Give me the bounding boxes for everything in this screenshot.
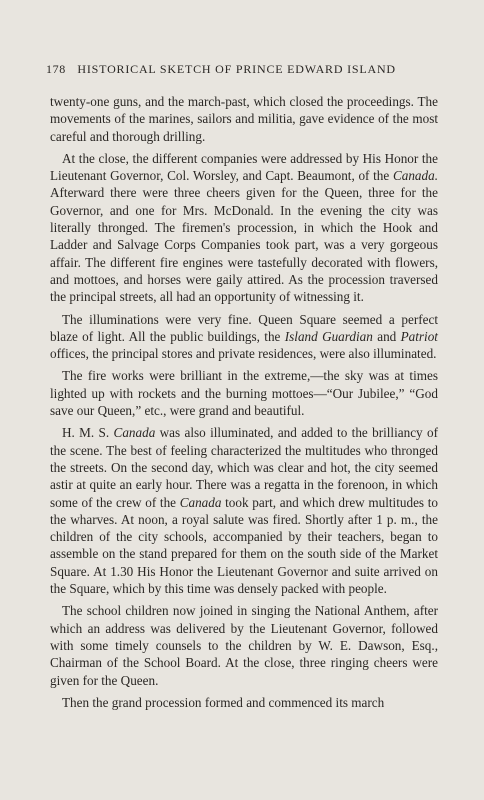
paragraph-1: twenty-one guns, and the march-past, which closed the proceedings. The movements of the marines, sailors and militia, gave evidence of the most careful and thorough drilling.	[50, 94, 438, 144]
paragraph-7: Then the grand procession formed and commenced its march	[62, 694, 385, 710]
running-title: HISTORICAL SKETCH OF PRINCE EDWARD ISLAND	[77, 62, 396, 76]
paragraph-4: The fire works were brilliant in the extreme,—the sky was at times lighted up with rockets and the burning mottoes—“Our Jubilee,” “God save our Queen,” etc., were grand and beautiful.	[50, 368, 438, 419]
newspaper-name: Patriot	[400, 328, 438, 344]
newspaper-name: Island Guardian	[284, 328, 373, 344]
paragraph-3: The illuminations were very fine. Queen Square seemed a perfect blaze of light. All the public buildings, the Island Guardian and Patriot offices, the principal stores and private residences, were also illuminated.	[50, 311, 438, 362]
running-header	[46, 62, 438, 82]
paragraph-5: H. M. S. Canada was also illuminated, and added to the brilliancy of the scene. The best of feeling characterized the multitudes who thronged the streets. On the second day, which was clear and hot, the city seemed astir at quite an early hour. There was a regatta in the forenoon, in which some of the crew of the Canada took part, and which drew multitudes to the wharves. At noon, a royal salute was fired. Shortly after 1 p. m., the children of the city schools, accompanied by their teachers, began to assemble on the stand prepared for them on the south side of the Market Square. At 1.30 His Honor the Lieutenant Governor and suite arrived on the Square, which by this time was densely packed with people.	[50, 425, 438, 597]
paragraph-6: The school children now joined in singing the National Anthem, after which an address was delivered by the Lieutenant Governor, followed with some timely counsels to the children by W. E. Dawson, Esq., Chairman of the School Board. At the close, three ringing cheers were given for the Queen.	[50, 603, 438, 688]
paragraph-2: At the close, the different companies were addressed by His Honor the Lieutenant Governor, Col. Worsley, and Capt. Beaumont, of the Canada. Afterward there were three cheers given for the Queen, three for the Governor, and one for Mrs. McDonald. In the evening the city was literally thronged. The firemen's procession, in which the Hook and Ladder and Salvage Corps Companies took part, was a very gorgeous affair. The different fire engines were tastefully decorated with flowers, and mottoes, and horses were gaily attired. As the procession traversed the principal streets, all had an opportunity of witnessing it.	[50, 150, 438, 305]
ship-name: Canada	[113, 425, 156, 441]
body-text	[50, 93, 438, 716]
page-number: 178	[46, 62, 66, 76]
ship-name: Canada.	[392, 168, 438, 184]
ship-name: Canada	[179, 494, 222, 510]
